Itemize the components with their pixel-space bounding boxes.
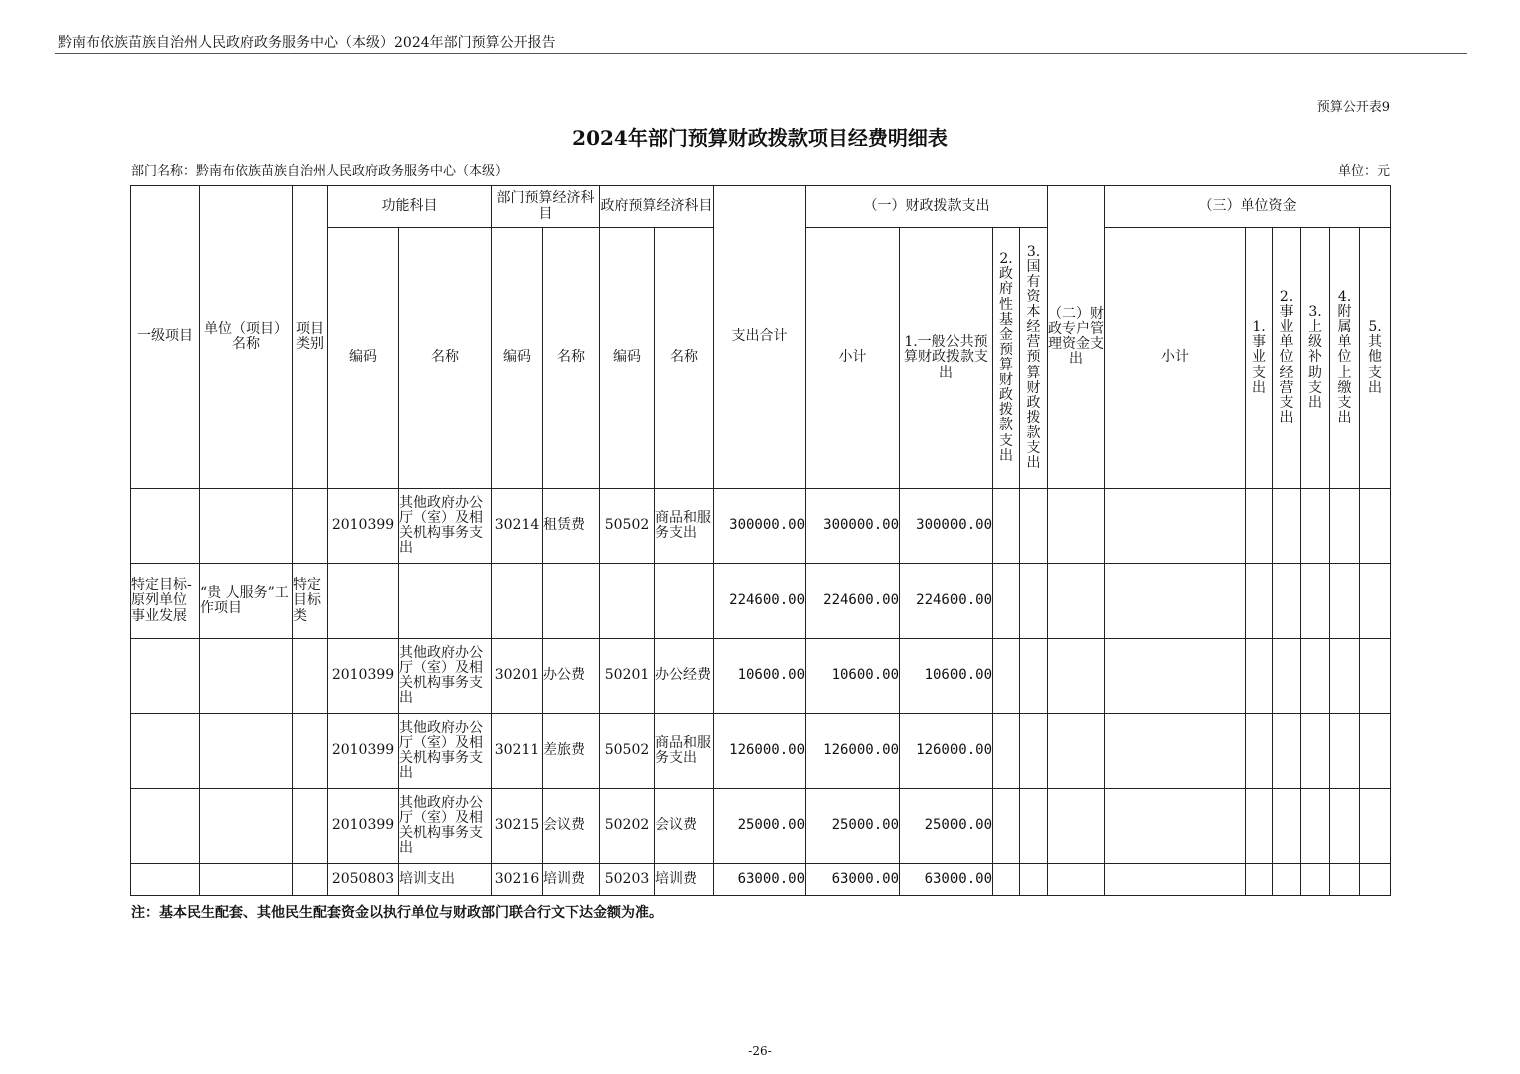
- header-divider: [55, 53, 1467, 54]
- cell-func-name: 其他政府办公厅（室）及相关机构事务支出: [399, 714, 492, 789]
- page-number: -26-: [748, 1044, 772, 1058]
- cell-gov-code: 50502: [600, 714, 655, 789]
- col-header-dept-econ: 部门预算经济科目: [492, 186, 600, 228]
- unit-label: 单位：元: [1337, 164, 1390, 179]
- cell-level1: [131, 639, 200, 714]
- cell-dept-code: 30215: [492, 789, 543, 864]
- cell-dept-name: [543, 564, 600, 639]
- cell-total: 126000.00: [714, 714, 806, 789]
- col-header-subtotal: 小计: [806, 228, 900, 489]
- cell-func-name: 其他政府办公厅（室）及相关机构事务支出: [399, 639, 492, 714]
- col-header-stateasset: 3.国有资本经营预算财政拨款支出: [1020, 228, 1048, 489]
- cell-dept-code: 30201: [492, 639, 543, 714]
- cell-general: 25000.00: [900, 789, 993, 864]
- cell-subtotal: 63000.00: [806, 864, 900, 896]
- cell-dept-name: 会议费: [543, 789, 600, 864]
- cell-dept-code: 30211: [492, 714, 543, 789]
- cell-func-code: 2050803: [328, 864, 399, 896]
- cell-category: [293, 864, 328, 896]
- col-header-u2: 2.事业单位经营支出: [1273, 228, 1301, 489]
- col-header-dept-name: 名称: [543, 228, 600, 489]
- table-row: [131, 564, 1391, 639]
- report-header-title: 黔南布依族苗族自治州人民政府政务服务中心（本级）2024年部门预算公开报告: [58, 35, 556, 51]
- cell-category: [293, 714, 328, 789]
- col-header-u3: 3.上级补助支出: [1301, 228, 1330, 489]
- cell-gov-name: 会议费: [655, 789, 714, 864]
- cell-unit-name: [200, 489, 293, 564]
- cell-dept-code: [492, 564, 543, 639]
- cell-subtotal: 10600.00: [806, 639, 900, 714]
- cell-unit-name: [200, 789, 293, 864]
- table-row: [131, 489, 1391, 564]
- cell-unit-name: “贵 人服务”工作项目: [200, 564, 293, 639]
- cell-dept-name: 租赁费: [543, 489, 600, 564]
- col-header-special: （二）财政专户管理资金支出: [1048, 186, 1105, 489]
- cell-gov-name: 办公经费: [655, 639, 714, 714]
- cell-subtotal: 126000.00: [806, 714, 900, 789]
- cell-category: 特定目标类: [293, 564, 328, 639]
- cell-level1: [131, 714, 200, 789]
- cell-general: 63000.00: [900, 864, 993, 896]
- col-header-dept-code: 编码: [492, 228, 543, 489]
- cell-total: 63000.00: [714, 864, 806, 896]
- cell-unit-name: [200, 639, 293, 714]
- cell-general: 10600.00: [900, 639, 993, 714]
- col-header-general: 1.一般公共预算财政拨款支出: [900, 228, 993, 489]
- cell-category: [293, 639, 328, 714]
- col-header-gov-econ: 政府预算经济科目: [600, 186, 714, 228]
- department-label: 部门名称：黔南布依族苗族自治州人民政府政务服务中心（本级）: [131, 164, 509, 179]
- cell-gov-name: 商品和服务支出: [655, 489, 714, 564]
- footnote: 注：基本民生配套、其他民生配套资金以执行单位与财政部门联合行文下达金额为准。: [131, 905, 663, 921]
- col-header-u4: 4.附属单位上缴支出: [1330, 228, 1360, 489]
- cell-category: [293, 489, 328, 564]
- cell-total: 224600.00: [714, 564, 806, 639]
- cell-subtotal: 224600.00: [806, 564, 900, 639]
- cell-func-code: 2010399: [328, 714, 399, 789]
- cell-level1: [131, 864, 200, 896]
- table-row: [131, 714, 1391, 789]
- cell-general: 300000.00: [900, 489, 993, 564]
- cell-subtotal: 300000.00: [806, 489, 900, 564]
- col-header-unit-subtotal: 小计: [1105, 228, 1246, 489]
- cell-dept-name: 差旅费: [543, 714, 600, 789]
- cell-gov-name: 培训费: [655, 864, 714, 896]
- cell-total: 300000.00: [714, 489, 806, 564]
- cell-func-code: 2010399: [328, 639, 399, 714]
- col-header-category: 项目类别: [293, 186, 328, 489]
- table-row: [131, 864, 1391, 896]
- cell-gov-code: [600, 564, 655, 639]
- cell-total: 25000.00: [714, 789, 806, 864]
- cell-func-code: [328, 564, 399, 639]
- table-row: [131, 639, 1391, 714]
- col-header-gov-name: 名称: [655, 228, 714, 489]
- cell-func-code: 2010399: [328, 489, 399, 564]
- col-header-func-code: 编码: [328, 228, 399, 489]
- cell-level1: [131, 789, 200, 864]
- cell-gov-code: 50203: [600, 864, 655, 896]
- cell-dept-name: 办公费: [543, 639, 600, 714]
- cell-func-name: 其他政府办公厅（室）及相关机构事务支出: [399, 489, 492, 564]
- cell-gov-code: 50502: [600, 489, 655, 564]
- cell-func-name: 培训支出: [399, 864, 492, 896]
- col-header-func-name: 名称: [399, 228, 492, 489]
- table-row: [131, 789, 1391, 864]
- col-header-unit-name: 单位（项目）名称: [200, 186, 293, 489]
- col-header-govfund: 2.政府性基金预算财政拨款支出: [993, 228, 1020, 489]
- cell-dept-code: 30216: [492, 864, 543, 896]
- col-header-level1: 一级项目: [131, 186, 200, 489]
- budget-table: [130, 185, 1391, 896]
- cell-subtotal: 25000.00: [806, 789, 900, 864]
- cell-gov-name: 商品和服务支出: [655, 714, 714, 789]
- cell-general: 224600.00: [900, 564, 993, 639]
- cell-gov-name: [655, 564, 714, 639]
- cell-unit-name: [200, 714, 293, 789]
- cell-category: [293, 789, 328, 864]
- cell-dept-code: 30214: [492, 489, 543, 564]
- col-header-u5: 5.其他支出: [1360, 228, 1391, 489]
- cell-func-name: [399, 564, 492, 639]
- col-header-func: 功能科目: [328, 186, 492, 228]
- col-header-fiscal: （一）财政拨款支出: [806, 186, 1048, 228]
- cell-func-name: 其他政府办公厅（室）及相关机构事务支出: [399, 789, 492, 864]
- cell-dept-name: 培训费: [543, 864, 600, 896]
- col-header-u1: 1.事业支出: [1246, 228, 1273, 489]
- col-header-total: 支出合计: [714, 186, 806, 489]
- cell-unit-name: [200, 864, 293, 896]
- col-header-gov-code: 编码: [600, 228, 655, 489]
- cell-general: 126000.00: [900, 714, 993, 789]
- table-number: 预算公开表9: [1316, 100, 1390, 115]
- cell-gov-code: 50202: [600, 789, 655, 864]
- cell-func-code: 2010399: [328, 789, 399, 864]
- cell-gov-code: 50201: [600, 639, 655, 714]
- cell-level1: [131, 489, 200, 564]
- page-title: 2024年部门预算财政拨款项目经费明细表: [572, 126, 948, 150]
- col-header-unit-fund: （三）单位资金: [1105, 186, 1391, 228]
- cell-total: 10600.00: [714, 639, 806, 714]
- cell-level1: 特定目标-原列单位事业发展: [131, 564, 200, 639]
